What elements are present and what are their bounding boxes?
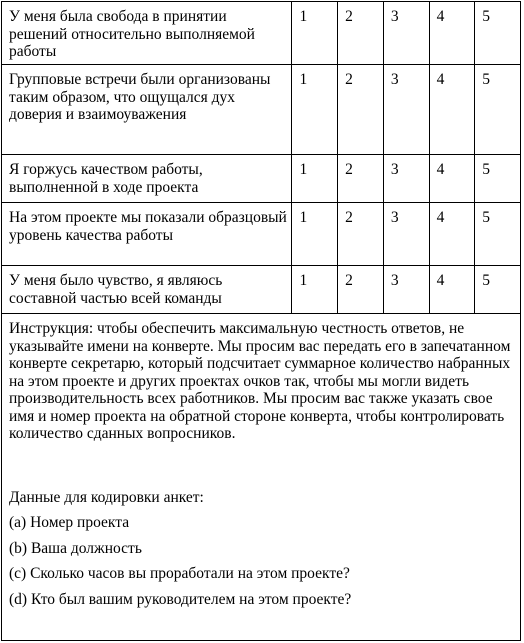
statement-cell: У меня была свобода в принятии решений относительно выполняемой работы [2,2,292,65]
scale-option-4: 4 [429,65,475,155]
coding-item: (a) Номер проекта [9,514,130,531]
scale-option-4: 4 [429,203,475,266]
table-row [2,155,521,203]
scale-option-3: 3 [383,65,429,155]
scale-option-2: 2 [338,266,384,314]
coding-item: (d) Кто был вашим руководителем на этом проекте? [9,590,352,608]
scale-option-1: 1 [292,155,338,203]
scale-option-1: 1 [292,203,338,266]
table-row [2,203,521,266]
scale-option-2: 2 [338,65,384,155]
scale-option-3: 3 [383,203,429,266]
scale-option-2: 2 [338,203,384,266]
scale-option-5: 5 [475,2,521,65]
scale-option-5: 5 [475,65,521,155]
table-row [2,65,521,155]
table-row [2,2,521,65]
coding-title: Данные для кодировки анкет: [9,488,204,506]
scale-option-4: 4 [429,155,475,203]
scale-option-5: 5 [475,266,521,314]
scale-option-3: 3 [383,2,429,65]
coding-item: (b) Ваша должность [9,539,142,557]
statement-cell: Я горжусь качеством работы, выполненной в ходе проекта [2,155,292,203]
instruction-row [2,314,521,641]
scale-option-5: 5 [475,155,521,203]
statement-cell: У меня было чувство, я являюсь составной частью всей команды [2,266,292,314]
survey-table [1,1,521,641]
scale-option-4: 4 [429,266,475,314]
instruction-text: Инструкция: чтобы обеспечить максимальную честность ответов, не указывайте имени на конверте. Мы просим вас передать его в запечатанном конверте секретарю, который подсчитает суммарное количество набранных на этом проекте и других проектах очков так, чтобы мы могли видеть производительность всех работников. Мы просим вас также указать свое имя и номер проекта на обратной стороне конверта, чтобы контролировать количество сданных вопросников. [9,320,511,442]
scale-option-4: 4 [429,2,475,65]
instruction-cell [2,314,521,641]
scale-option-3: 3 [383,266,429,314]
scale-option-2: 2 [338,2,384,65]
table-row [2,266,521,314]
statement-cell: Групповые встречи были организованы таким образом, что ощущался дух доверия и взаимоуважения [2,65,292,155]
scale-option-1: 1 [292,65,338,155]
scale-option-2: 2 [338,155,384,203]
scale-option-1: 1 [292,266,338,314]
scale-option-1: 1 [292,2,338,65]
scale-option-5: 5 [475,203,521,266]
scale-option-3: 3 [383,155,429,203]
coding-item: (c) Сколько часов вы проработали на этом проекте? [9,565,350,582]
statement-cell: На этом проекте мы показали образцовый уровень качества работы [2,203,292,266]
